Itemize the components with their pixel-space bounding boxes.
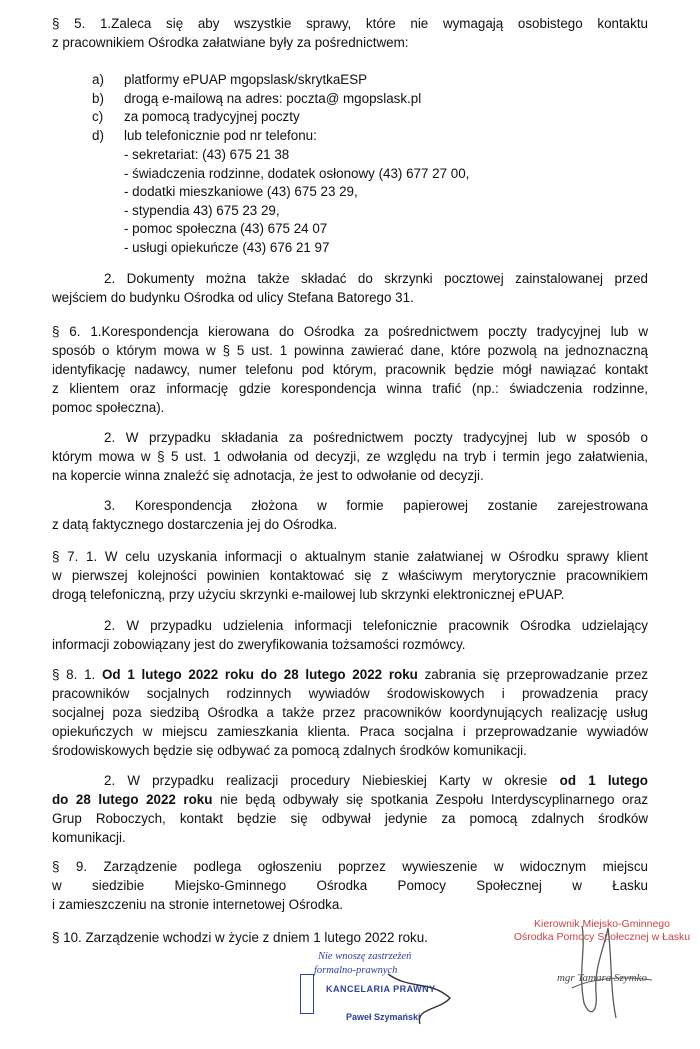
stamp-title-line: Kierownik Miejsko-Gminnego	[534, 918, 670, 930]
text-line: § 5. 1.Zaleca się aby wszystkie sprawy, które nie wymagają osobistego kontaktu	[52, 16, 648, 31]
text-line: w siedzibie Miejsko-Gminnego Ośrodka Pomocy Społecznej w Łasku	[52, 878, 648, 893]
list-item	[92, 127, 421, 146]
text-line: § 10. Zarządzenie wchodzi w życie z dniem 1 lutego 2022 roku.	[52, 930, 428, 945]
text-line: i zamieszczeniu na stronie internetowej Ośrodka.	[52, 897, 344, 912]
stamp-line: Paweł Szymański	[346, 1012, 421, 1022]
section-9	[52, 857, 648, 914]
text-line: wejściem do budynku Ośrodka od ulicy Stefana Batorego 31.	[52, 290, 414, 305]
section-5-paragraph-2	[52, 269, 648, 307]
stamp-line: formalno-prawnych	[314, 965, 398, 976]
text-line: 2. W przypadku składania za pośrednictwem poczty tradycyjnej lub w sposób o	[104, 430, 648, 445]
signature-scribble	[512, 918, 692, 1038]
section-8-paragraph-1	[52, 665, 648, 760]
contact-channel-list	[92, 71, 421, 145]
list-item	[92, 71, 421, 90]
section-8-paragraph-2	[52, 771, 648, 847]
bold-date: od 1 lutego	[559, 773, 648, 788]
text-run: zabrania się przeprowadzanie przez	[417, 667, 649, 682]
section-6-paragraph-3	[52, 496, 648, 534]
stamp-line: Nie wnoszę zastrzeżeń	[318, 951, 412, 962]
text-line: § 9. Zarządzenie podlega ogłoszeniu poprzez wywieszenie w widocznym miejscu	[52, 859, 648, 874]
list-marker: b)	[92, 90, 104, 106]
phone-item: - świadczenia rodzinne, dodatek osłonowy (43) 677 27 00,	[124, 165, 470, 181]
list-item-text: lub telefonicznie pod nr telefonu:	[124, 127, 317, 143]
bold-date-range: Od 1 lutego 2022 roku do 28 lutego 2022 roku	[102, 667, 418, 682]
text-line: informacji zobowiązany jest do zweryfikowania tożsamości rozmówcy.	[52, 637, 466, 652]
text-line: § 7. 1. W celu uzyskania informacji o aktualnym stanie załatwianej w Ośrodku sprawy klient	[52, 549, 648, 564]
list-item	[92, 90, 421, 109]
text-line: pomoc społeczna).	[52, 400, 165, 415]
stamp-line: KANCELARIA PRAWNY	[326, 984, 436, 994]
text-line: z datą faktycznego dostarczenia jej do Ośrodka.	[52, 517, 338, 532]
text-line: środowiskowych będzie się odbywać za pomocą zdalnych środków komunikacji.	[52, 743, 527, 758]
phone-item: - sekretariat: (43) 675 21 38	[124, 147, 290, 162]
text-line: 2. Dokumenty można także składać do skrzynki pocztowej zainstalowanej przed	[104, 271, 648, 286]
text-line: którym mowa w § 5 ust. 1 odwołania od decyzji, ze względu na tryb i termin jego załatwienia,	[52, 449, 648, 464]
section-6-paragraph-1	[52, 322, 648, 417]
text-line: w pierwszej kolejności powinien kontaktować się z właściwym merytorycznie pracownikiem	[52, 568, 648, 583]
stamp-name: mgr Tamara Szymko	[556, 972, 648, 984]
signature-scribble	[300, 950, 500, 1045]
section-7-paragraph-1	[52, 547, 648, 604]
phone-number-list	[124, 146, 469, 258]
phone-item: - pomoc społeczna (43) 675 24 07	[124, 221, 328, 237]
text-line: komunikacji.	[52, 830, 126, 845]
phone-item: - dodatki mieszkaniowe (43) 675 23 29,	[124, 184, 358, 200]
text-run: § 8. 1.	[52, 667, 102, 682]
text-run: 2. W przypadku realizacji procedury Niebieskiej Karty w okresie	[104, 773, 560, 788]
bold-date: do 28 lutego 2022 roku	[52, 792, 213, 807]
list-marker: c)	[92, 109, 104, 125]
text-line: sposób o którym mowa w § 5 ust. 1 powinna zawierać dane, które pozwolą na jednoznaczną	[52, 343, 648, 358]
text-line	[52, 665, 648, 684]
text-line: na kopercie winna znaleźć się adnotacja, że jest to odwołanie od decyzji.	[52, 468, 484, 483]
legal-counsel-stamp	[300, 950, 500, 1045]
section-7-paragraph-2	[52, 616, 648, 654]
text-line: opiekuńczych w miejscu zamieszkania klienta. Praca socjalna i przeprowadzanie wywiadów	[52, 724, 648, 739]
list-item-text: za pomocą tradycyjnej poczty	[124, 109, 300, 125]
section-6-paragraph-2	[52, 428, 648, 485]
text-run: nie będą odbywały się spotkania Zespołu Interdyscyplinarnego oraz	[212, 792, 649, 807]
list-marker: a)	[92, 72, 104, 87]
list-item	[92, 108, 421, 127]
text-line: z klientem oraz informację gdzie korespondencja winna trafić (np.: świadczenia rodzinne,	[52, 381, 648, 396]
phone-item: - usługi opiekuńcze (43) 676 21 97	[124, 239, 330, 255]
text-line: z pracownikiem Ośrodka załatwiane były za pośrednictwem:	[52, 35, 409, 50]
text-line: Grup Roboczych, kontakt będzie się odbywał jedynie za pomocą zdalnych środków	[52, 811, 648, 826]
director-stamp	[512, 918, 692, 1038]
text-line: drogą telefoniczną, przy użyciu skrzynki e-mailowej lub skrzynki elektronicznej ePUAP.	[52, 587, 565, 602]
list-marker: d)	[92, 127, 104, 143]
text-line	[52, 771, 648, 790]
stamp-title-line: Ośrodka Pomocy Społecznej w Łasku	[513, 931, 691, 943]
section-5-intro	[52, 14, 648, 52]
text-line: identyfikację nadawcy, numer telefonu pod którym, pracownik będzie mógł nawiązać kontakt	[52, 362, 648, 377]
text-line: socjalnej poza siedzibą Ośrodka a także przez pracowników koordynujących realizację usług	[52, 705, 648, 720]
list-item-text: platformy ePUAP mgopslask/skrytkaESP	[124, 72, 368, 87]
text-line: pracowników socjalnych rodzinnych wywiadów środowiskowych i prowadzenia pracy	[52, 686, 648, 701]
text-line: § 6. 1.Korespondencja kierowana do Ośrodka za pośrednictwem poczty tradycyjnej lub w	[52, 324, 648, 339]
phone-item: - stypendia 43) 675 23 29,	[124, 202, 280, 218]
text-line: 3. Korespondencja złożona w formie papierowej zostanie zarejestrowana	[104, 498, 648, 513]
list-item-text: drogą e-mailową na adres: poczta@ mgopslask.pl	[124, 90, 422, 106]
text-line: 2. W przypadku udzielenia informacji telefonicznie pracownik Ośrodka udzielający	[104, 618, 648, 633]
text-line	[52, 790, 648, 809]
